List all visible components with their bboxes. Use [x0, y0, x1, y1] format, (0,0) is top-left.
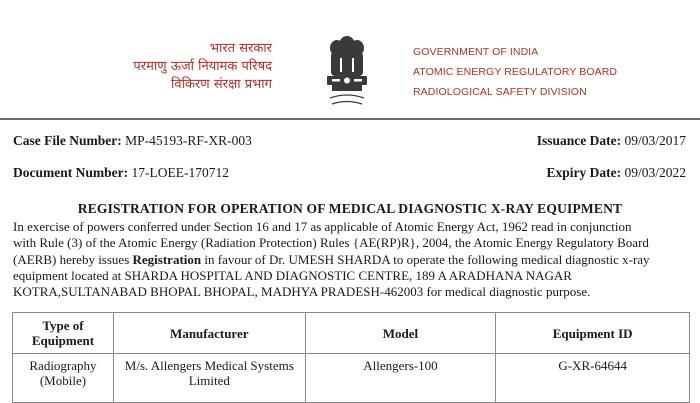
registration-line-1: In exercise of powers conferred under Section 16 and 17 as applicable of Atomic Energy Act, 1962 read in conjunction	[13, 219, 632, 234]
case-file-label: Case File Number:	[13, 133, 122, 148]
hindi-line-board: परमाणु ऊर्जा नियामक परिषद	[133, 59, 272, 74]
registration-line-2: with Rule (3) of the Atomic Energy (Radiation Protection) Rules {AE(RP)R}, 2004, the Atomic Energy Regulatory Board	[13, 235, 649, 251]
cell-type: Radiography (Mobile)	[13, 354, 114, 403]
registration-line-3	[13, 252, 693, 268]
issuance-date-label: Issuance Date:	[536, 133, 622, 148]
letterhead	[0, 0, 700, 118]
hindi-line-government: भारत सरकार	[209, 41, 272, 56]
document-number-value: 17-LOEE-170712	[131, 165, 229, 180]
hindi-line-division: विकिरण संरक्षा प्रभाग	[171, 77, 272, 92]
english-letterhead	[413, 42, 617, 102]
header-divider	[0, 118, 700, 120]
state-emblem-icon	[320, 34, 374, 112]
english-line-government: GOVERNMENT OF INDIA	[413, 46, 539, 58]
case-file-value: MP-45193-RF-XR-003	[125, 133, 252, 148]
registration-keyword: Registration	[132, 251, 202, 267]
expiry-date-label: Expiry Date:	[546, 165, 622, 180]
registration-line-4: equipment located at SHARDA HOSPITAL AND DIAGNOSTIC CENTRE, 189 A ARADHANA NAGAR	[13, 267, 572, 283]
registration-text	[13, 219, 693, 300]
cell-model: Allengers-100	[305, 354, 496, 403]
document-title: REGISTRATION FOR OPERATION OF MEDICAL DIAGNOSTIC X-RAY EQUIPMENT	[77, 201, 623, 216]
expiry-date-value: 09/03/2022	[624, 165, 686, 180]
cell-equipment-id: G-XR-64644	[496, 354, 690, 403]
hindi-letterhead	[133, 40, 272, 94]
expiry-date	[546, 165, 686, 181]
cell-manufacturer: M/s. Allengers Medical Systems Limited	[113, 354, 305, 403]
english-line-division: RADIOLOGICAL SAFETY DIVISION	[413, 86, 587, 98]
header-equipment-id: Equipment ID	[496, 313, 690, 354]
header-model: Model	[305, 313, 496, 354]
document-number-label: Document Number:	[13, 165, 129, 180]
header-manufacturer: Manufacturer	[113, 313, 305, 354]
case-file-number	[13, 133, 252, 149]
registration-line-3-end: in favour of Dr. UMESH SHARDA to operate the following medical diagnostic x-ray	[201, 251, 650, 267]
english-line-board: ATOMIC ENERGY REGULATORY BOARD	[413, 66, 618, 78]
document-number	[13, 165, 229, 181]
issuance-date	[537, 133, 686, 149]
equipment-table	[12, 312, 690, 403]
registration-line-5: KOTRA,SULTANABAD BHOPAL BHOPAL, MADHYA PRADESH-462003 for medical diagnostic purpose.	[13, 284, 591, 300]
table-header-row	[13, 313, 690, 354]
header-type-of-equipment: Type of Equipment	[13, 313, 114, 354]
table-row	[13, 354, 690, 403]
registration-line-3-start: (AERB) hereby issues	[13, 251, 133, 267]
issuance-date-value: 09/03/2017	[624, 133, 686, 148]
